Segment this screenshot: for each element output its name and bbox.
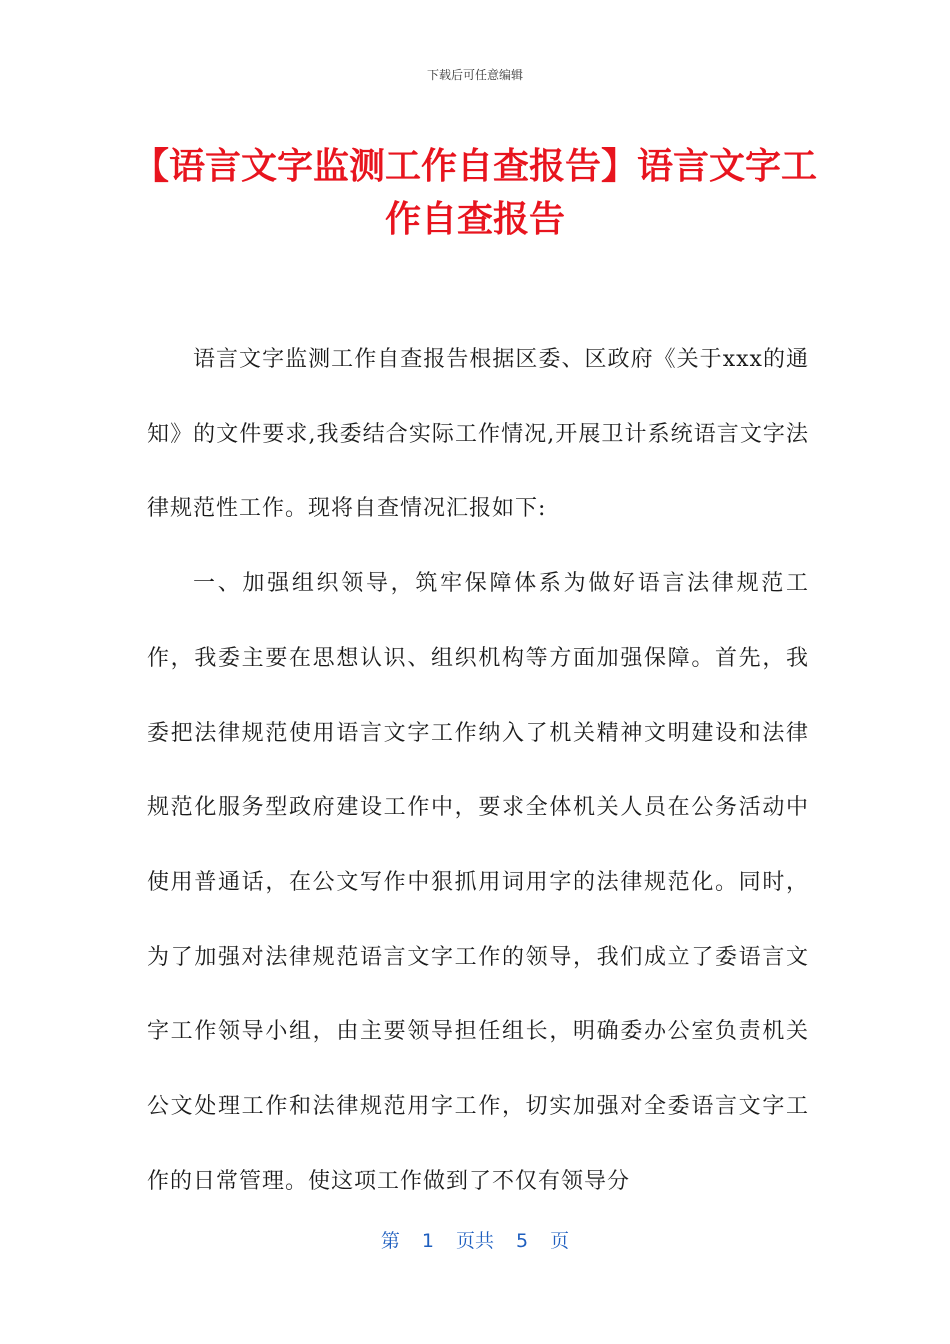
- paragraph-intro: 语言文字监测工作自查报告根据区委、区政府《关于xxx的通知》的文件要求,我委结合实际工作情况,开展卫计系统语言文字法律规范性工作。现将自查情况汇报如下:: [147, 347, 809, 522]
- page-suffix: 页: [550, 1230, 570, 1252]
- page-total: 5: [516, 1230, 529, 1252]
- page-number-footer: [0, 1226, 950, 1253]
- paragraph-section-one: 一、加强组织领导，筑牢保障体系为做好语言法律规范工作，我委主要在思想认识、组织机构等方面加强保障。首先，我委把法律规范使用语言文字工作纳入了机关精神文明建设和法律规范化服务型政府建设工作中，要求全体机关人员在公务活动中使用普通话，在公文写作中狠抓用词用字的法律规范化。同时，为了加强对法律规范语言文字工作的领导，我们成立了委语言文字工作领导小组，由主要领导担任组长，明确委办公室负责机关公文处理工作和法律规范用字工作，切实加强对全委语言文字工作的日常管理。使这项工作做到了不仅有领导分: [147, 571, 809, 1194]
- page-middle: 页共: [455, 1230, 494, 1252]
- header-note: 下载后可任意编辑: [426, 68, 523, 82]
- page-prefix: 第: [380, 1230, 400, 1252]
- page-current: 1: [421, 1230, 434, 1252]
- document-title: 【语言文字监测工作自查报告】语言文字工作自查报告: [132, 146, 817, 240]
- document-body: [147, 323, 809, 1219]
